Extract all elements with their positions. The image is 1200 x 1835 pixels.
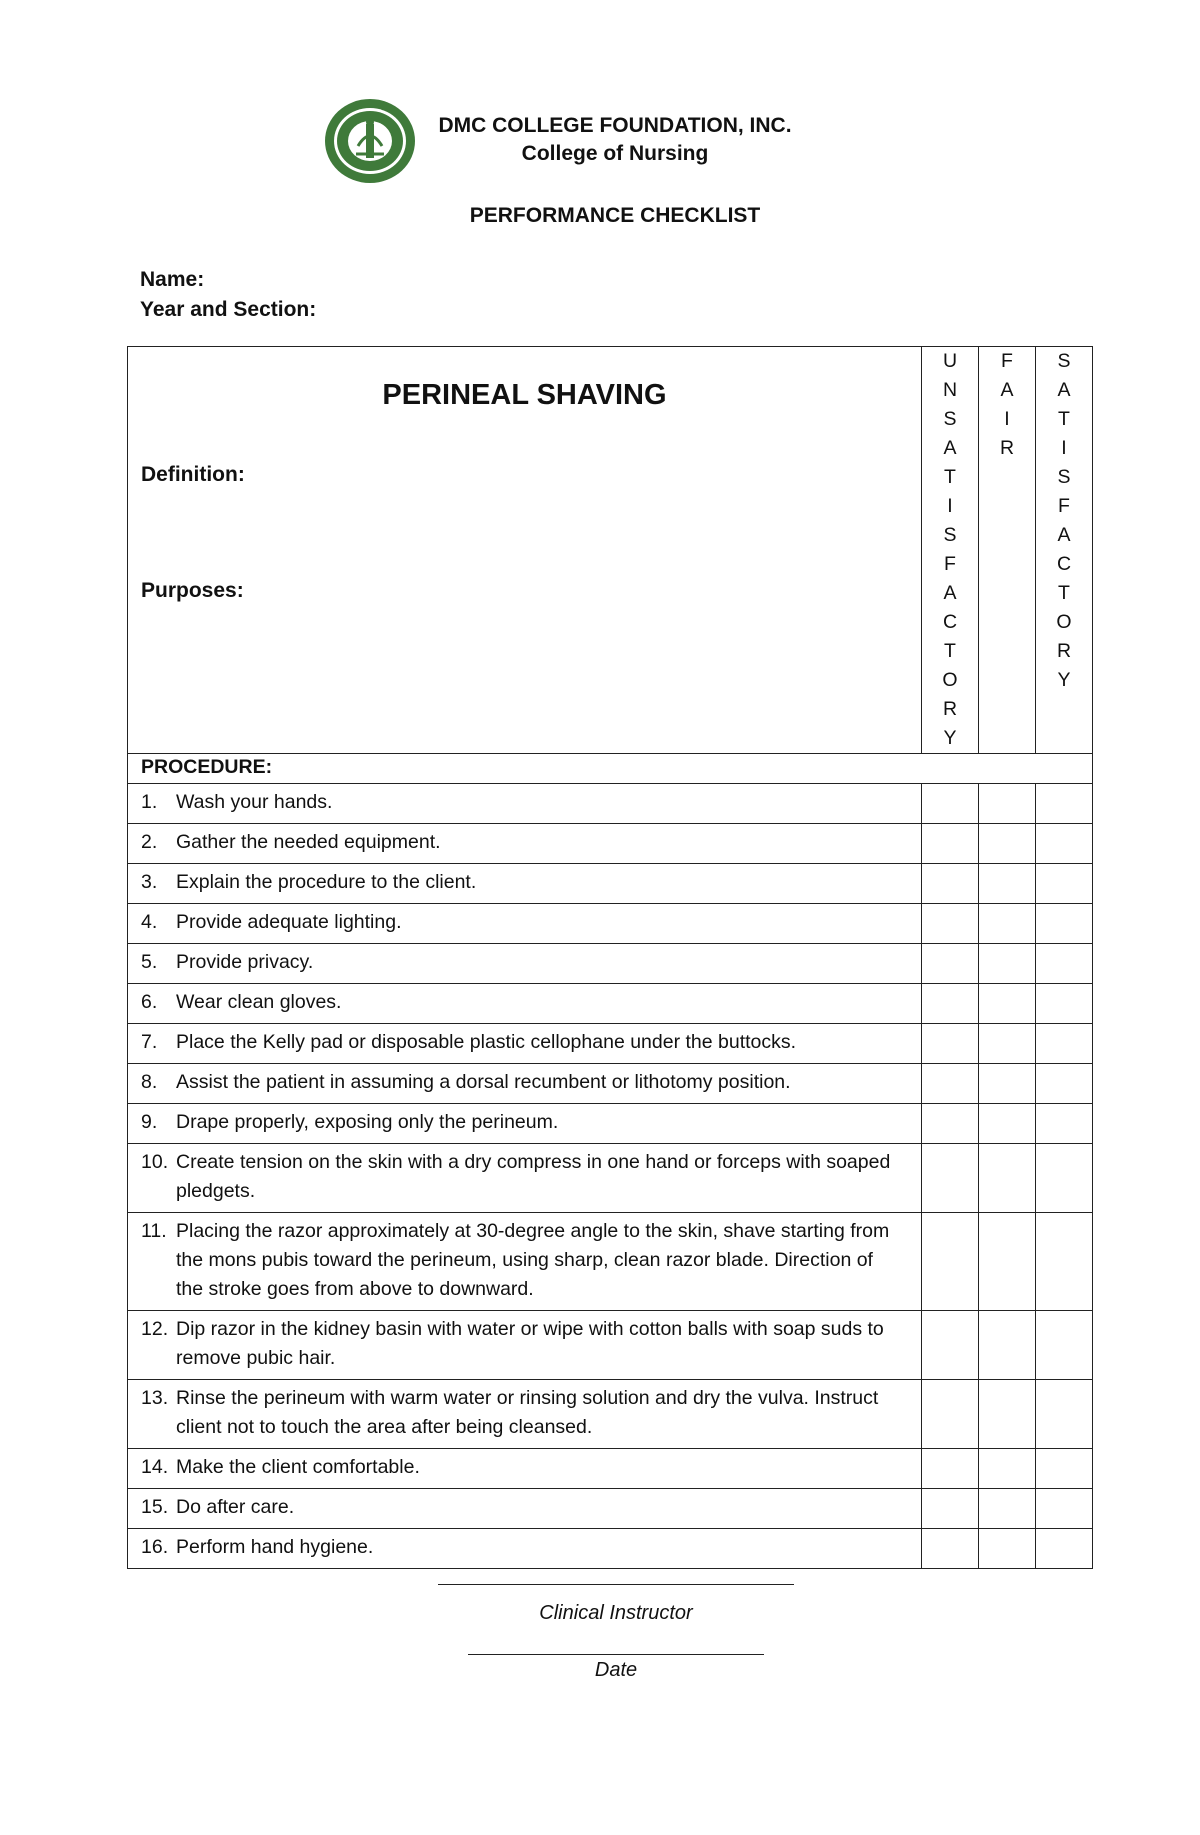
- rating-box-unsatisfactory[interactable]: [922, 1529, 979, 1569]
- rating-box-fair[interactable]: [979, 824, 1036, 864]
- rating-box-fair[interactable]: [979, 1213, 1036, 1311]
- step-text: Provide adequate lighting.: [176, 911, 402, 933]
- rating-box-unsatisfactory[interactable]: [922, 1380, 979, 1449]
- rating-box-fair[interactable]: [979, 1311, 1036, 1380]
- rating-box-satisfactory[interactable]: [1036, 824, 1093, 864]
- rating-box-satisfactory[interactable]: [1036, 1213, 1093, 1311]
- step-cell: [128, 1104, 922, 1144]
- step-text: Dip razor in the kidney basin with water or wipe with cotton balls with soap suds to remove pubic hair.: [176, 1318, 884, 1369]
- rating-box-fair[interactable]: [979, 904, 1036, 944]
- document-title: PERFORMANCE CHECKLIST: [469, 204, 761, 227]
- rating-box-unsatisfactory[interactable]: [922, 1104, 979, 1144]
- college-name: College of Nursing: [521, 142, 709, 165]
- step-row: [128, 1064, 1093, 1104]
- step-row: [128, 1213, 1093, 1311]
- step-number: 1.: [141, 791, 158, 813]
- step-text: Perform hand hygiene.: [176, 1536, 374, 1558]
- step-row: [128, 1380, 1093, 1449]
- step-number: 4.: [141, 911, 158, 933]
- rating-box-fair[interactable]: [979, 1380, 1036, 1449]
- step-cell: [128, 1213, 922, 1311]
- rating-box-satisfactory[interactable]: [1036, 1104, 1093, 1144]
- rating-box-fair[interactable]: [979, 1064, 1036, 1104]
- step-row: [128, 1024, 1093, 1064]
- step-cell: [128, 1380, 922, 1449]
- rating-box-satisfactory[interactable]: [1036, 1449, 1093, 1489]
- step-text: Rinse the perineum with warm water or rinsing solution and dry the vulva. Instruct client not to touch the area after being cleansed.: [176, 1387, 879, 1438]
- step-cell: [128, 1311, 922, 1380]
- step-cell: [128, 1529, 922, 1569]
- name-label: Name:: [140, 268, 205, 291]
- purposes-label: Purposes:: [141, 579, 244, 602]
- rating-box-fair[interactable]: [979, 1144, 1036, 1213]
- step-row: [128, 1104, 1093, 1144]
- step-cell: [128, 1489, 922, 1529]
- step-number: 13.: [141, 1387, 169, 1409]
- instructor-label: Clinical Instructor: [539, 1602, 693, 1624]
- step-cell: [128, 864, 922, 904]
- rating-box-satisfactory[interactable]: [1036, 1144, 1093, 1213]
- rating-box-unsatisfactory[interactable]: [922, 784, 979, 824]
- rating-box-unsatisfactory[interactable]: [922, 864, 979, 904]
- rating-box-satisfactory[interactable]: [1036, 784, 1093, 824]
- rating-box-unsatisfactory[interactable]: [922, 1311, 979, 1380]
- step-number: 11.: [141, 1220, 167, 1242]
- step-cell: [128, 904, 922, 944]
- rating-box-satisfactory[interactable]: [1036, 1489, 1093, 1529]
- step-text: Explain the procedure to the client.: [176, 871, 477, 893]
- step-number: 5.: [141, 951, 158, 973]
- step-cell: [128, 1449, 922, 1489]
- rating-box-satisfactory[interactable]: [1036, 904, 1093, 944]
- year-section-label: Year and Section:: [140, 298, 317, 321]
- rating-box-unsatisfactory[interactable]: [922, 824, 979, 864]
- rating-box-unsatisfactory[interactable]: [922, 1213, 979, 1311]
- step-cell: [128, 784, 922, 824]
- rating-box-unsatisfactory[interactable]: [922, 1449, 979, 1489]
- step-number: 10.: [141, 1151, 169, 1173]
- rating-box-unsatisfactory[interactable]: [922, 1489, 979, 1529]
- step-row: [128, 784, 1093, 824]
- step-cell: [128, 984, 922, 1024]
- rating-box-fair[interactable]: [979, 984, 1036, 1024]
- step-cell: [128, 944, 922, 984]
- step-number: 9.: [141, 1111, 158, 1133]
- step-number: 14.: [141, 1456, 169, 1478]
- step-text: Make the client comfortable.: [176, 1456, 420, 1478]
- step-number: 6.: [141, 991, 158, 1013]
- step-text: Do after care.: [176, 1496, 295, 1518]
- step-row: [128, 1144, 1093, 1213]
- step-text: Gather the needed equipment.: [176, 831, 441, 853]
- rating-header-satisfactory: S A T I S F A C T O R Y: [1036, 347, 1093, 754]
- rating-box-fair[interactable]: [979, 864, 1036, 904]
- step-text: Place the Kelly pad or disposable plastic cellophane under the buttocks.: [176, 1031, 797, 1053]
- rating-box-satisfactory[interactable]: [1036, 864, 1093, 904]
- rating-box-unsatisfactory[interactable]: [922, 1144, 979, 1213]
- step-number: 8.: [141, 1071, 158, 1093]
- step-row: [128, 1449, 1093, 1489]
- step-row: [128, 864, 1093, 904]
- rating-box-fair[interactable]: [979, 1449, 1036, 1489]
- rating-box-satisfactory[interactable]: [1036, 1311, 1093, 1380]
- step-cell: [128, 1064, 922, 1104]
- rating-box-fair[interactable]: [979, 784, 1036, 824]
- step-row: [128, 1529, 1093, 1569]
- procedure-title: PERINEAL SHAVING: [382, 379, 667, 411]
- rating-box-unsatisfactory[interactable]: [922, 1064, 979, 1104]
- step-row: [128, 824, 1093, 864]
- step-row: [128, 1489, 1093, 1529]
- rating-box-satisfactory[interactable]: [1036, 1380, 1093, 1449]
- step-text: Drape properly, exposing only the perineum.: [176, 1111, 559, 1133]
- rating-box-satisfactory[interactable]: [1036, 1529, 1093, 1569]
- rating-box-fair[interactable]: [979, 944, 1036, 984]
- step-cell: [128, 824, 922, 864]
- step-number: 7.: [141, 1031, 158, 1053]
- rating-box-fair[interactable]: [979, 1104, 1036, 1144]
- step-number: 16.: [141, 1536, 169, 1558]
- step-row: [128, 904, 1093, 944]
- rating-box-unsatisfactory[interactable]: [922, 944, 979, 984]
- definition-label: Definition:: [141, 463, 245, 486]
- step-number: 12.: [141, 1318, 169, 1340]
- step-text: Create tension on the skin with a dry compress in one hand or forceps with soaped pledgets.: [176, 1151, 891, 1202]
- step-text: Provide privacy.: [176, 951, 314, 973]
- rating-box-unsatisfactory[interactable]: [922, 1024, 979, 1064]
- rating-box-unsatisfactory[interactable]: [922, 904, 979, 944]
- college-seal-logo: [322, 96, 418, 186]
- step-text: Placing the razor approximately at 30-degree angle to the skin, shave starting from the mons pubis toward the perineum, using sharp, clean razor blade. Direction of the stroke goes from above to downward.: [176, 1220, 890, 1300]
- step-number: 15.: [141, 1496, 169, 1518]
- step-row: [128, 1311, 1093, 1380]
- rating-box-unsatisfactory[interactable]: [922, 984, 979, 1024]
- step-text: Wear clean gloves.: [176, 991, 342, 1013]
- rating-box-satisfactory[interactable]: [1036, 1024, 1093, 1064]
- step-text: Assist the patient in assuming a dorsal recumbent or lithotomy position.: [176, 1071, 791, 1093]
- procedure-heading: PROCEDURE:: [128, 754, 1093, 784]
- step-row: [128, 984, 1093, 1024]
- date-label: Date: [594, 1659, 638, 1681]
- rating-header-fair: F A I R: [979, 347, 1036, 754]
- step-row: [128, 944, 1093, 984]
- step-number: 2.: [141, 831, 158, 853]
- procedure-steps: [128, 784, 1093, 1569]
- checklist-header-cell: [128, 347, 922, 754]
- checklist-table: [127, 346, 1093, 1569]
- rating-box-fair[interactable]: [979, 1529, 1036, 1569]
- step-cell: [128, 1144, 922, 1213]
- step-text: Wash your hands.: [176, 791, 333, 813]
- rating-box-satisfactory[interactable]: [1036, 1064, 1093, 1104]
- step-number: 3.: [141, 871, 158, 893]
- date-signature-line: [468, 1654, 764, 1655]
- instructor-signature-line: [438, 1584, 794, 1585]
- step-cell: [128, 1024, 922, 1064]
- rating-box-satisfactory[interactable]: [1036, 984, 1093, 1024]
- rating-box-fair[interactable]: [979, 1489, 1036, 1529]
- rating-box-fair[interactable]: [979, 1024, 1036, 1064]
- rating-box-satisfactory[interactable]: [1036, 944, 1093, 984]
- institution-name: DMC COLLEGE FOUNDATION, INC.: [438, 114, 792, 137]
- rating-header-unsatisfactory: U N S A T I S F A C T O R Y: [922, 347, 979, 754]
